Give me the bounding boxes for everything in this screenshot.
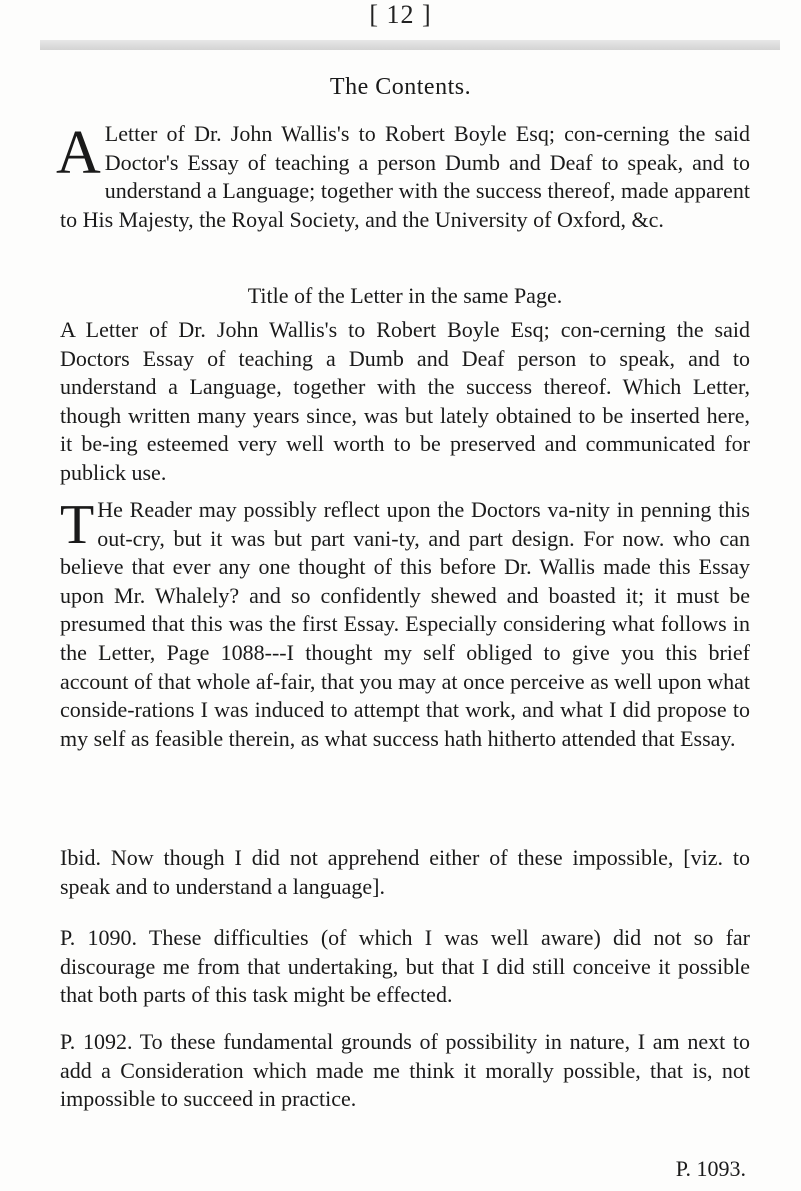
page-number: [ 12 ] xyxy=(369,0,432,29)
letter-title: A Letter of Dr. John Wallis's to Robert Boyle Esq; con-cerning the said Doctors Essay of teaching a Dumb and Deaf person to speak, and to understand a Language, together with the success thereof. Which Letter, though written many years since, was but lately obtained to be inserted here, it be-ing esteemed very well worth to be preserved and communicated for publick use. xyxy=(60,317,750,485)
contents-entry xyxy=(56,119,750,234)
drop-cap-a: A xyxy=(56,119,101,187)
paragraph-intro-text: He Reader may possibly reflect upon the Doctors va-nity in penning this out-cry, but it was but part vani-ty, and part design. For now. who can believe that ever any one thought of this before Dr. Wallis made this Essay upon Mr. Whalely? and so confidently shewed and boasted it; it must be presumed that this was the first Essay. Especially considering what follows in the Letter, Page 1088---I thought my self obliged to give you this brief account of that whole af-fair, that you may at once perceive as well upon what conside-rations I was induced to attempt that work, and what I did propose to my self as feasible therein, as what success hath hitherto attended that Essay. xyxy=(60,497,750,751)
paragraph-p1092: P. 1092. To these fundamental grounds of possibility in nature, I am next to add a Consideration which made me think it morally possible, that is, not impossible to succeed in practice. xyxy=(60,1029,750,1112)
top-rule xyxy=(40,40,780,50)
catchword: P. 1093. xyxy=(675,1156,746,1181)
title-note: Title of the Letter in the same Page. xyxy=(247,283,563,308)
page-heading: The Contents. xyxy=(329,74,472,100)
drop-cap-t: T xyxy=(60,494,95,556)
paragraph-p1090: P. 1090. These difficulties (of which I was well aware) did not so far discourage me from that undertaking, but that I did still conceive it possible that both parts of this task might be effected. xyxy=(60,925,750,1008)
paragraph-ibid: Ibid. Now though I did not apprehend either of these impossible, [viz. to speak and to understand a language]. xyxy=(60,845,750,899)
paragraph-intro xyxy=(60,496,750,753)
contents-entry-text: Letter of Dr. John Wallis's to Robert Boyle Esq; con-cerning the said Doctor's Essay of teaching a person Dumb and Deaf to speak, and to understand a Language; together with the success thereof, made apparent to His Majesty, the Royal Society, and the University of Oxford, &c. xyxy=(60,121,750,232)
